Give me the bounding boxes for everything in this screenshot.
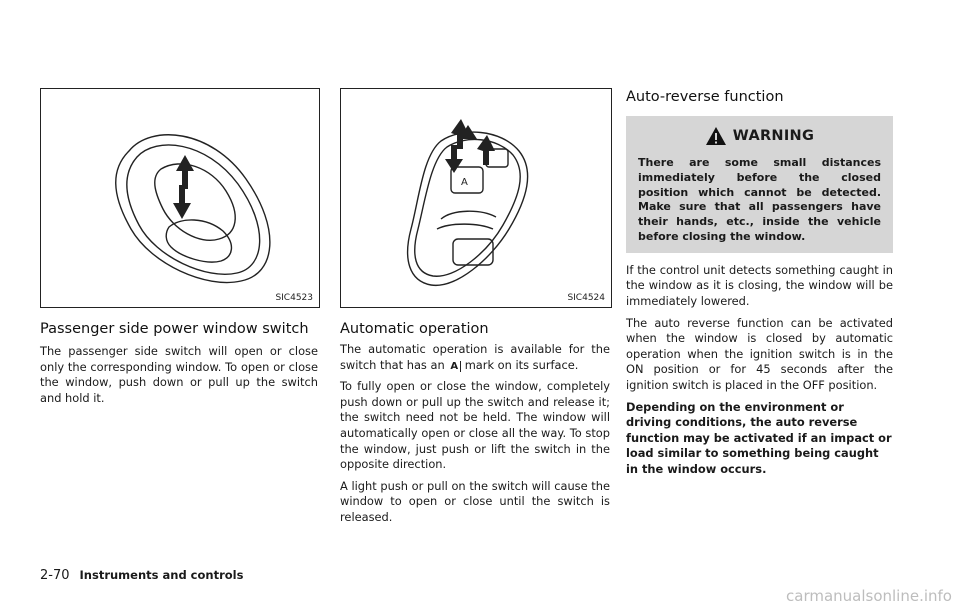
warning-title: WARNING [732,128,815,144]
page-number: 2-70 [40,568,70,583]
driver-switch-illustration [341,89,611,307]
passenger-switch-illustration [41,89,319,307]
section-heading: Passenger side power window switch [40,321,309,337]
figure-driver-switch [340,88,612,308]
body-paragraph: To fully open or close the window, completely push down or pull up the switch and release it; the switch need not be held. The window will automatically open or close all the way. To stop the window, just push or lift the switch in the opposite direction. [340,379,610,472]
warning-box [626,116,893,253]
auto-mark-icon: A [448,361,461,372]
section-heading: Auto-reverse function [626,89,784,105]
column-automatic-operation [340,320,610,532]
svg-text:A: A [461,177,468,188]
body-paragraph-bold: Depending on the environment or driving conditions, the auto reverse function may be activated if an impact or load similar to something being caught in the window occurs. [626,399,892,476]
section-name: Instruments and controls [79,568,244,582]
figure-label: SIC4523 [275,293,313,303]
warning-triangle-icon [705,126,727,146]
body-paragraph: A light push or pull on the switch will cause the window to open or close until the switch is released. [340,478,610,524]
watermark: carmanualsonline.info [786,587,952,605]
column-auto-reverse [626,88,893,484]
body-paragraph: If the control unit detects something caught in the window as it is closing, the window will be immediately lowered. [626,262,893,308]
body-paragraph [340,342,610,373]
page-footer [40,568,243,583]
figure-passenger-switch [40,88,320,308]
figure-label: SIC4524 [567,293,605,303]
body-paragraph: The auto reverse function can be activated when the window is closed by automatic operation when the ignition switch is in the ON position or for 45 seconds after the ignition switch is placed in the OFF position. [626,315,893,392]
body-paragraph: The passenger side switch will open or close only the corresponding window. To open or close the window, push down or pull up the switch and hold it. [40,344,318,405]
text-segment: The automatic operation is available for the switch that has an [340,342,610,372]
text-segment: mark on its surface. [464,357,579,372]
column-passenger-switch [40,320,318,412]
warning-text: There are some small distances immediately before the closed position which cannot be detected. Make sure that all passengers have their hands, etc., inside the vehicle before closing the window. [638,156,881,243]
section-heading: Automatic operation [340,321,489,337]
warning-header [638,126,881,146]
